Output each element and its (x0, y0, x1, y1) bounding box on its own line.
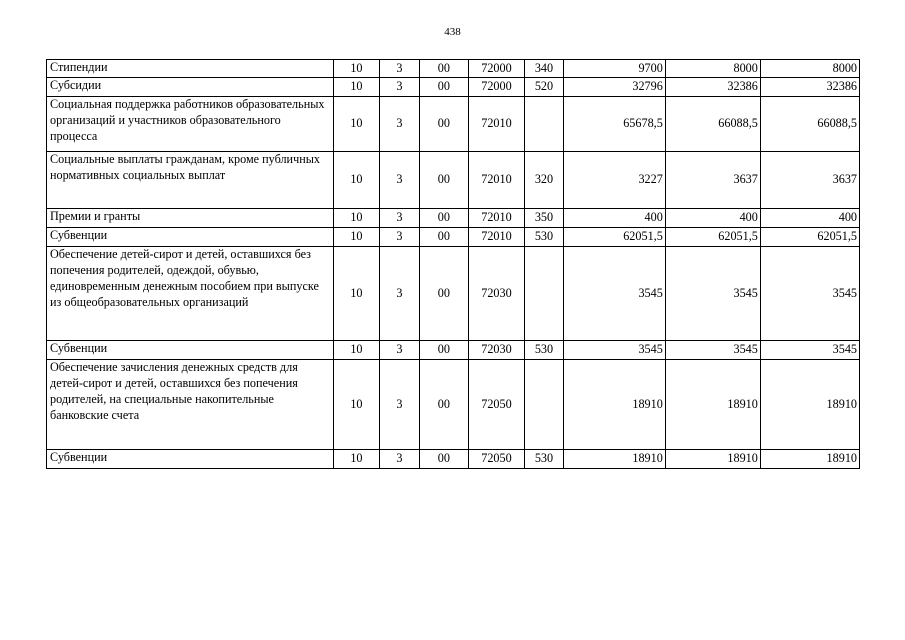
program-code: 00 (420, 78, 469, 97)
pr-code: 3 (379, 152, 419, 209)
program-code: 00 (420, 247, 469, 341)
expense-type-code: 320 (525, 152, 563, 209)
target-code: 72030 (468, 341, 525, 360)
table-row (47, 78, 860, 97)
expense-type-code: 530 (525, 341, 563, 360)
target-code: 72010 (468, 152, 525, 209)
table-row (47, 97, 860, 152)
amount-year-2: 8000 (665, 60, 760, 78)
pr-code: 3 (379, 450, 419, 469)
rz-code: 10 (334, 228, 380, 247)
row-name: Социальная поддержка работников образовательных организаций и участников образовательного процесса (47, 97, 334, 152)
table-row (47, 209, 860, 228)
pr-code: 3 (379, 228, 419, 247)
amount-year-1: 3545 (563, 247, 665, 341)
row-name: Субвенции (47, 228, 334, 247)
program-code: 00 (420, 209, 469, 228)
amount-year-1: 9700 (563, 60, 665, 78)
table-row (47, 60, 860, 78)
target-code: 72000 (468, 60, 525, 78)
amount-year-2: 18910 (665, 450, 760, 469)
row-name: Социальные выплаты гражданам, кроме публичных нормативных социальных выплат (47, 152, 334, 209)
amount-year-1: 62051,5 (563, 228, 665, 247)
rz-code: 10 (334, 152, 380, 209)
row-name: Премии и гранты (47, 209, 334, 228)
target-code: 72010 (468, 97, 525, 152)
pr-code: 3 (379, 247, 419, 341)
row-name: Обеспечение зачисления денежных средств для детей-сирот и детей, оставшихся без попечения родителей, на специальные накопительные банковские счета (47, 360, 334, 450)
program-code: 00 (420, 228, 469, 247)
pr-code: 3 (379, 209, 419, 228)
target-code: 72010 (468, 209, 525, 228)
amount-year-1: 65678,5 (563, 97, 665, 152)
amount-year-1: 18910 (563, 450, 665, 469)
amount-year-1: 3545 (563, 341, 665, 360)
program-code: 00 (420, 450, 469, 469)
target-code: 72030 (468, 247, 525, 341)
amount-year-3: 3545 (760, 247, 859, 341)
table-row (47, 360, 860, 450)
row-name: Субвенции (47, 341, 334, 360)
program-code: 00 (420, 360, 469, 450)
amount-year-1: 18910 (563, 360, 665, 450)
amount-year-3: 3637 (760, 152, 859, 209)
amount-year-2: 3637 (665, 152, 760, 209)
expense-type-code (525, 97, 563, 152)
rz-code: 10 (334, 78, 380, 97)
program-code: 00 (420, 60, 469, 78)
row-name: Стипендии (47, 60, 334, 78)
expense-type-code: 530 (525, 450, 563, 469)
amount-year-2: 66088,5 (665, 97, 760, 152)
rz-code: 10 (334, 450, 380, 469)
amount-year-3: 18910 (760, 450, 859, 469)
target-code: 72000 (468, 78, 525, 97)
amount-year-3: 18910 (760, 360, 859, 450)
amount-year-1: 32796 (563, 78, 665, 97)
amount-year-2: 18910 (665, 360, 760, 450)
target-code: 72050 (468, 360, 525, 450)
table-row (47, 341, 860, 360)
expense-type-code (525, 360, 563, 450)
expense-type-code: 350 (525, 209, 563, 228)
amount-year-3: 400 (760, 209, 859, 228)
rz-code: 10 (334, 60, 380, 78)
row-name: Субвенции (47, 450, 334, 469)
row-name: Субсидии (47, 78, 334, 97)
pr-code: 3 (379, 60, 419, 78)
amount-year-3: 32386 (760, 78, 859, 97)
pr-code: 3 (379, 78, 419, 97)
amount-year-3: 66088,5 (760, 97, 859, 152)
rz-code: 10 (334, 247, 380, 341)
amount-year-2: 62051,5 (665, 228, 760, 247)
target-code: 72010 (468, 228, 525, 247)
expense-type-code (525, 247, 563, 341)
amount-year-3: 62051,5 (760, 228, 859, 247)
amount-year-1: 400 (563, 209, 665, 228)
table-row (47, 247, 860, 341)
expense-type-code: 520 (525, 78, 563, 97)
pr-code: 3 (379, 341, 419, 360)
program-code: 00 (420, 341, 469, 360)
rz-code: 10 (334, 341, 380, 360)
table-row (47, 152, 860, 209)
program-code: 00 (420, 152, 469, 209)
amount-year-2: 3545 (665, 341, 760, 360)
amount-year-1: 3227 (563, 152, 665, 209)
rz-code: 10 (334, 209, 380, 228)
amount-year-2: 3545 (665, 247, 760, 341)
amount-year-3: 3545 (760, 341, 859, 360)
table-row (47, 450, 860, 469)
amount-year-2: 400 (665, 209, 760, 228)
rz-code: 10 (334, 97, 380, 152)
rz-code: 10 (334, 360, 380, 450)
row-name: Обеспечение детей-сирот и детей, оставшихся без попечения родителей, одеждой, обувью, единовременным денежным пособием при выпуске из общеобразовательных организаций (47, 247, 334, 341)
page-number: 438 (444, 26, 461, 38)
pr-code: 3 (379, 97, 419, 152)
pr-code: 3 (379, 360, 419, 450)
table-row (47, 228, 860, 247)
program-code: 00 (420, 97, 469, 152)
budget-table (46, 59, 860, 469)
expense-type-code: 530 (525, 228, 563, 247)
expense-type-code: 340 (525, 60, 563, 78)
amount-year-2: 32386 (665, 78, 760, 97)
amount-year-3: 8000 (760, 60, 859, 78)
target-code: 72050 (468, 450, 525, 469)
